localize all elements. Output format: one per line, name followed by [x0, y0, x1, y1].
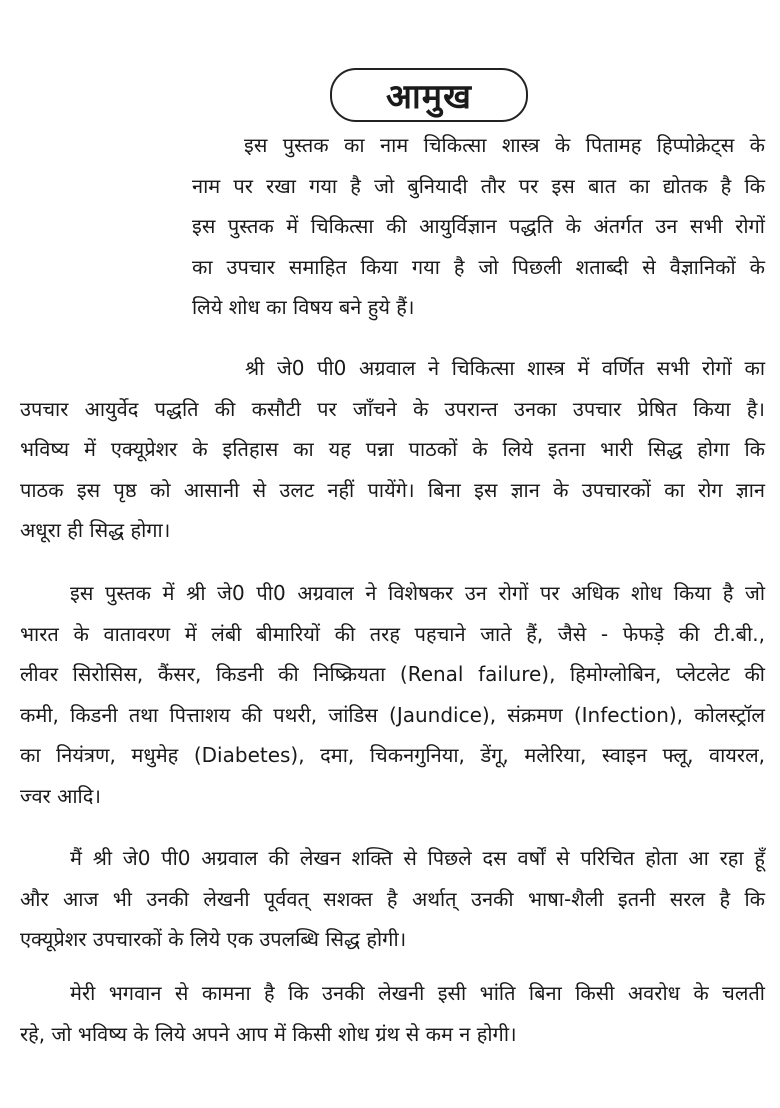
text-line: कमी, किडनी तथा पित्ताशय की पथरी, जांडिस (Jaundice), संक्रमण (Infection), कोलस्ट्रॉल	[20, 702, 765, 727]
text-line: इस पुस्तक का नाम चिकित्सा शास्त्र के पितामह हिप्पोक्रेट्स के	[244, 133, 765, 157]
page-title: आमुख	[386, 77, 472, 117]
title-box	[330, 68, 528, 122]
text-line: उपचार आयुर्वेद पद्धति की कसौटी पर जाँचने के उपरान्त उनका उपचार प्रेषित किया है।	[20, 396, 765, 421]
text-line: पाठक इस पृष्ठ को आसानी से उलट नहीं पायेंगे। बिना इस ज्ञान के उपचारकों का रोग ज्ञान	[20, 477, 765, 502]
text-line: लीवर सिरोसिस, कैंसर, किडनी की निष्क्रियता (Renal failure), हिमोग्लोबिन, प्लेटलेट की	[20, 662, 765, 686]
text-line: भविष्य में एक्यूप्रेशर के इतिहास का यह पन्ना पाठकों के लिये इतना भारी सिद्ध होगा कि	[20, 437, 765, 461]
text-line: लिये शोध का विषय बने हुये हैं।	[192, 295, 415, 319]
paragraph-5	[20, 973, 765, 1054]
text-line: मैं श्री जे0 पी0 अग्रवाल की लेखन शक्ति से पिछले दस वर्षों से परिचित होता आ रहा हूँ	[70, 846, 765, 870]
text-line: इस पुस्तक में श्री जे0 पी0 अग्रवाल ने विशेषकर उन रोगों पर अधिक शोध किया है जो	[70, 581, 765, 605]
paragraph-3	[20, 573, 765, 816]
text-line: नाम पर रखा गया है जो बुनियादी तौर पर इस बात का द्योतक है कि	[192, 173, 765, 198]
paragraph-1	[192, 125, 765, 328]
text-line: एक्यूप्रेशर उपचारकों के लिये एक उपलब्धि सिद्ध होगी।	[20, 927, 407, 951]
text-line: अधूरा ही सिद्ध होगा।	[20, 518, 171, 542]
text-line: और आज भी उनकी लेखनी पूर्ववत् सशक्त है अर्थात् उनकी भाषा-शैली इतनी सरल है कि	[20, 886, 765, 911]
paragraph-4	[20, 838, 765, 960]
text-line: रहे, जो भविष्य के लिये अपने आप में किसी शोध ग्रंथ से कम न होगी।	[20, 1021, 517, 1046]
paragraph-2	[20, 348, 765, 551]
text-line: का नियंत्रण, मधुमेह (Diabetes), दमा, चिकनगुनिया, डेंगू, मलेरिया, स्वाइन फ्लू, वायरल,	[20, 743, 765, 767]
text-line: श्री जे0 पी0 अग्रवाल ने चिकित्सा शास्त्र में वर्णित सभी रोगों का	[245, 356, 765, 380]
text-line: भारत के वातावरण में लंबी बीमारियों की तरह पहचाने जाते हैं, जैसे - फेफड़े की टी.बी.,	[20, 621, 765, 646]
text-line: का उपचार समाहित किया गया है जो पिछली शताब्दी से वैज्ञानिकों के	[192, 254, 765, 279]
text-line: ज्वर आदि।	[20, 783, 101, 808]
text-line: इस पुस्तक में चिकित्सा की आयुर्विज्ञान पद्धति के अंतर्गत उन सभी रोगों	[192, 214, 765, 238]
text-line: मेरी भगवान से कामना है कि उनकी लेखनी इसी भांति बिना किसी अवरोध के चलती	[70, 981, 765, 1005]
